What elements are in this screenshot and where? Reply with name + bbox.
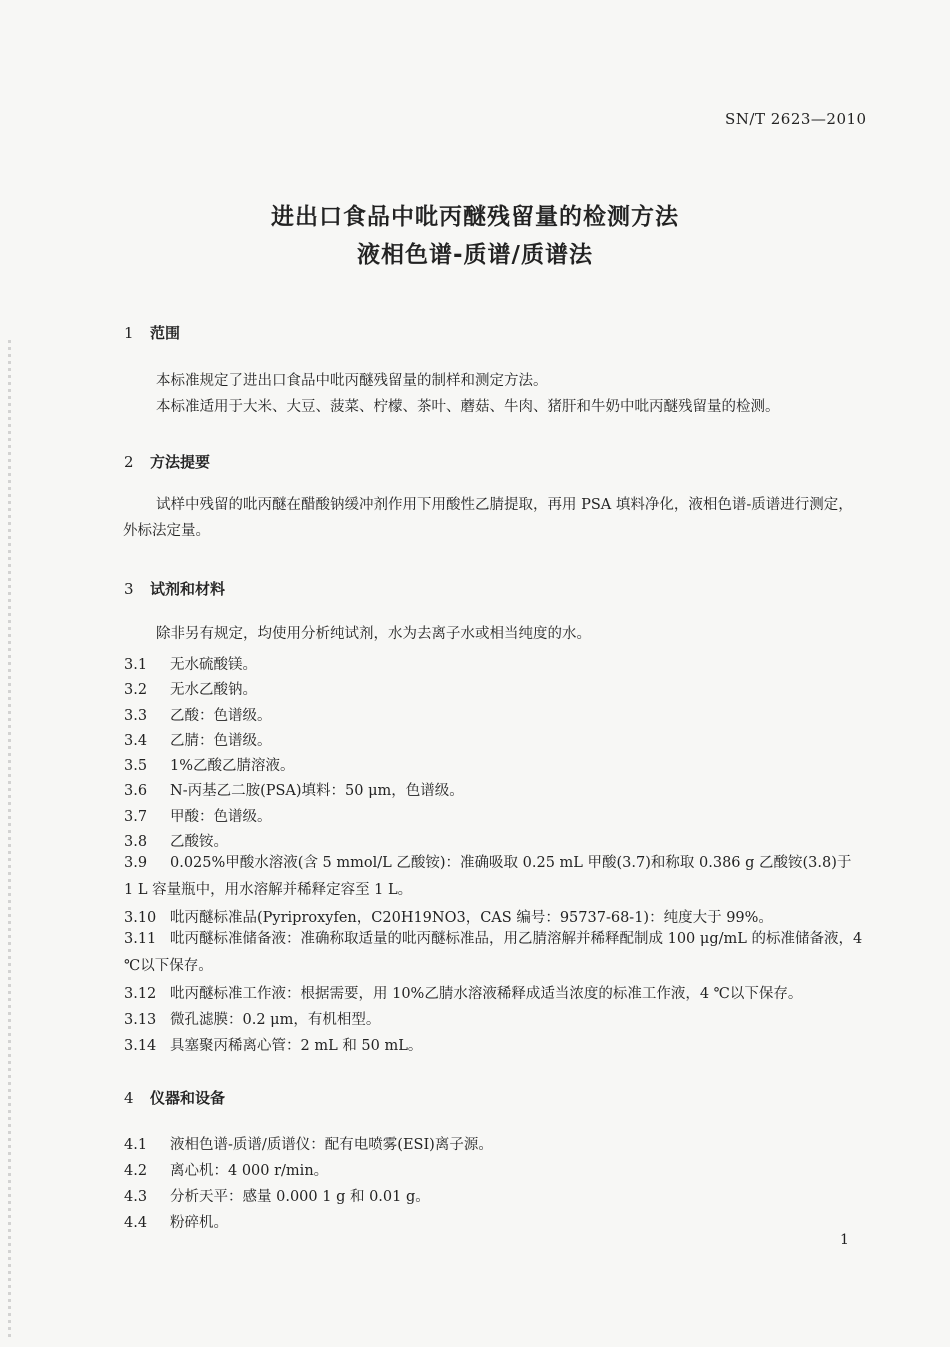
list-item	[124, 926, 864, 980]
item-text: 具塞聚丙稀离心管：2 mL 和 50 mL。	[170, 1038, 423, 1054]
document-subtitle: 液相色谱-质谱/质谱法	[357, 242, 593, 268]
item-number: 3.4	[124, 733, 148, 749]
item-text: 液相色谱-质谱/质谱仪：配有电喷雾(ESI)离子源。	[170, 1137, 493, 1153]
item-text: 吡丙醚标准品(Pyriproxyfen，C20H19NO3，CAS 编号：95737-68-1)：纯度大于 99%。	[170, 910, 773, 926]
item-number: 3.12	[124, 986, 157, 1002]
list-item	[124, 1159, 328, 1180]
list-item	[124, 1008, 380, 1029]
item-number: 3.9	[124, 855, 148, 871]
list-item	[124, 1133, 493, 1154]
section-number: 1	[124, 324, 134, 342]
item-text: 离心机：4 000 r/min。	[170, 1163, 329, 1179]
section-number: 4	[124, 1089, 134, 1107]
item-number: 4.3	[124, 1189, 148, 1205]
section-title: 试剂和材料	[150, 580, 226, 598]
reagents-intro: 除非另有规定，均使用分析纯试剂，水为去离子水或相当纯度的水。	[156, 626, 591, 642]
list-item	[124, 678, 257, 699]
section-heading-scope	[124, 322, 180, 343]
section-title: 方法提要	[150, 453, 211, 471]
section-heading-method	[124, 451, 210, 472]
section-number: 3	[124, 580, 134, 598]
item-number: 3.5	[124, 758, 148, 774]
section-heading-instruments	[124, 1087, 225, 1108]
item-text: 0.025%甲酸水溶液(含 5 mmol/L 乙酸铵)：准确吸取 0.25 mL 甲酸(3.7)和称取 0.386 g 乙酸铵(3.8)于 1 L 容量瓶中，用水溶解并稀释定容至 1 L。	[124, 855, 852, 898]
item-number: 3.6	[124, 783, 148, 799]
list-item	[124, 653, 257, 674]
item-number: 4.2	[124, 1163, 148, 1179]
section-title: 范围	[150, 324, 181, 342]
item-number: 3.3	[124, 708, 148, 724]
item-text: 乙酸：色谱级。	[170, 708, 272, 724]
scope-paragraph-1: 本标准规定了进出口食品中吡丙醚残留量的制样和测定方法。	[156, 373, 548, 389]
item-text: 甲酸：色谱级。	[170, 809, 272, 825]
item-text: 吡丙醚标准储备液：准确称取适量的吡丙醚标准品，用乙腈溶解并稀释配制成 100 μg/mL 的标准储备液，4 ℃以下保存。	[124, 931, 863, 974]
item-text: 微孔滤膜：0.2 μm，有机相型。	[170, 1012, 381, 1028]
item-number: 3.11	[124, 931, 157, 947]
list-item	[124, 906, 773, 927]
item-number: 3.13	[124, 1012, 157, 1028]
list-item	[124, 805, 272, 826]
item-number: 3.14	[124, 1038, 157, 1054]
section-heading-reagents	[124, 578, 225, 599]
standard-code: SN/T 2623—2010	[725, 110, 867, 128]
list-item	[124, 982, 802, 1003]
list-item	[124, 1034, 422, 1055]
item-text: 粉碎机。	[170, 1215, 228, 1231]
scope-paragraph-2: 本标准适用于大米、大豆、菠菜、柠檬、茶叶、蘑菇、牛肉、猪肝和牛奶中吡丙醚残留量的检测。	[156, 399, 780, 415]
list-item	[124, 729, 272, 750]
page-number: 1	[840, 1232, 849, 1248]
section-number: 2	[124, 453, 134, 471]
item-number: 3.10	[124, 910, 157, 926]
item-number: 4.1	[124, 1137, 148, 1153]
list-item	[124, 830, 228, 851]
scan-edge-mark	[8, 340, 11, 1340]
list-item	[124, 1211, 228, 1232]
item-number: 3.1	[124, 657, 148, 673]
item-text: 1%乙酸乙腈溶液。	[170, 758, 295, 774]
item-number: 4.4	[124, 1215, 148, 1231]
item-text: 吡丙醚标准工作液：根据需要，用 10%乙腈水溶液稀释成适当浓度的标准工作液，4 ℃以下保存。	[170, 986, 803, 1002]
section-title: 仪器和设备	[150, 1089, 226, 1107]
method-paragraph: 试样中残留的吡丙醚在醋酸钠缓冲剂作用下用酸性乙腈提取，再用 PSA 填料净化，液相色谱-质谱进行测定，外标法定量。	[123, 497, 853, 539]
list-item	[124, 754, 295, 775]
item-text: 乙腈：色谱级。	[170, 733, 272, 749]
document-title: 进出口食品中吡丙醚残留量的检测方法	[271, 204, 679, 230]
list-item	[124, 704, 272, 725]
item-text: 分析天平：感量 0.000 1 g 和 0.01 g。	[170, 1189, 430, 1205]
item-number: 3.7	[124, 809, 148, 825]
item-number: 3.2	[124, 682, 148, 698]
list-item	[124, 850, 864, 904]
item-number: 3.8	[124, 834, 148, 850]
item-text: N-丙基乙二胺(PSA)填料：50 μm，色谱级。	[170, 783, 464, 799]
list-item	[124, 779, 464, 800]
list-item	[124, 1185, 430, 1206]
item-text: 无水硫酸镁。	[170, 657, 257, 673]
item-text: 无水乙酸钠。	[170, 682, 257, 698]
item-text: 乙酸铵。	[170, 834, 228, 850]
